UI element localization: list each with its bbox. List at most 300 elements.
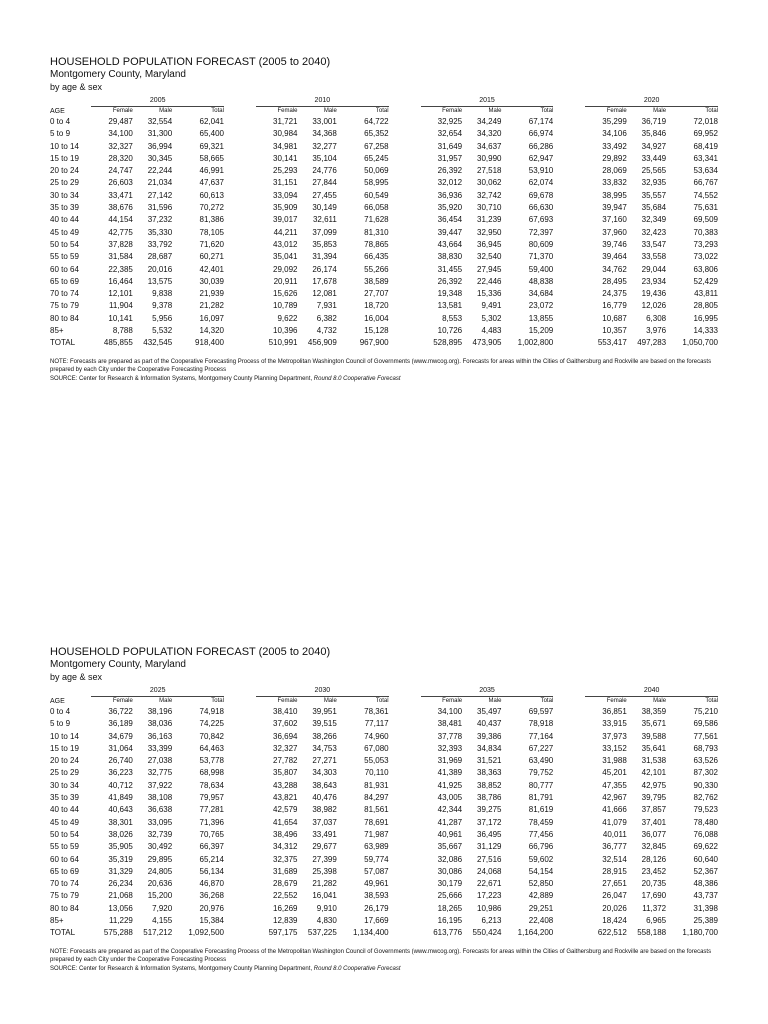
table-cell: 68,419 bbox=[693, 141, 718, 151]
table-cell: 33,399 bbox=[147, 743, 173, 753]
table-row bbox=[50, 313, 718, 325]
table-cell: 485,855 bbox=[103, 338, 133, 348]
table-cell: 48,386 bbox=[693, 879, 718, 889]
table-cell: 32,327 bbox=[108, 141, 133, 151]
table-cell: 14,333 bbox=[693, 326, 718, 336]
table-cell: 39,275 bbox=[477, 805, 502, 815]
table-cell: 47,637 bbox=[199, 178, 224, 188]
table-cell: 39,951 bbox=[312, 707, 337, 716]
table-cell: 39,464 bbox=[602, 252, 627, 262]
table-cell: 15,128 bbox=[364, 326, 389, 336]
age-label: 80 to 84 bbox=[50, 313, 79, 323]
table-row bbox=[50, 829, 718, 841]
table-cell: 27,142 bbox=[147, 190, 173, 200]
table-cell: 37,828 bbox=[108, 239, 133, 249]
table-cell: 32,935 bbox=[641, 178, 667, 188]
table-cell: 36,694 bbox=[273, 731, 298, 741]
column-header: Male bbox=[323, 698, 337, 704]
table-cell: 22,446 bbox=[477, 276, 502, 286]
report-by-label: by age & sex bbox=[50, 82, 103, 92]
table-cell: 31,689 bbox=[273, 866, 298, 876]
table-cell: 43,288 bbox=[273, 780, 298, 790]
table-cell: 32,775 bbox=[147, 768, 173, 778]
column-header: Total bbox=[540, 108, 554, 114]
table-row bbox=[50, 817, 718, 829]
age-column-header: AGE bbox=[50, 697, 65, 705]
table-cell: 35,299 bbox=[602, 117, 627, 126]
age-label: 40 to 44 bbox=[50, 215, 79, 225]
table-cell: 27,038 bbox=[147, 756, 173, 766]
table-cell: 58,665 bbox=[199, 153, 224, 163]
table-cell: 10,687 bbox=[602, 313, 627, 323]
table-cell: 31,721 bbox=[273, 117, 298, 126]
table-cell: 52,850 bbox=[528, 879, 554, 889]
column-header: Female bbox=[277, 698, 298, 704]
table-row bbox=[50, 141, 718, 153]
table-cell: 34,753 bbox=[312, 743, 337, 753]
table-cell: 5,302 bbox=[481, 313, 502, 323]
table-cell: 35,807 bbox=[273, 768, 298, 778]
table-cell: 77,117 bbox=[364, 719, 389, 729]
table-cell: 10,396 bbox=[273, 326, 298, 336]
table-cell: 34,320 bbox=[477, 129, 502, 139]
table-cell: 28,126 bbox=[641, 854, 667, 864]
table-cell: 71,370 bbox=[528, 252, 554, 262]
table-cell: 55,053 bbox=[364, 756, 389, 766]
table-cell: 40,476 bbox=[312, 793, 337, 803]
table-cell: 28,679 bbox=[273, 879, 298, 889]
table-cell: 32,611 bbox=[312, 215, 337, 225]
table-cell: 16,097 bbox=[199, 313, 224, 323]
table-cell: 60,271 bbox=[199, 252, 224, 262]
table-cell: 38,026 bbox=[108, 829, 133, 839]
table-cell: 31,584 bbox=[108, 252, 133, 262]
table-cell: 9,378 bbox=[152, 301, 173, 311]
table-cell: 70,272 bbox=[199, 203, 224, 213]
table-cell: 15,336 bbox=[477, 289, 502, 299]
table-cell: 15,626 bbox=[273, 289, 298, 299]
table-cell: 39,515 bbox=[312, 719, 337, 729]
column-header: Male bbox=[159, 108, 173, 114]
age-label: 10 to 14 bbox=[50, 731, 79, 741]
table-cell: 36,268 bbox=[199, 891, 224, 901]
table-row bbox=[50, 202, 718, 214]
table-cell: 64,463 bbox=[199, 743, 224, 753]
table-cell: 53,778 bbox=[199, 756, 224, 766]
table-cell: 34,927 bbox=[641, 141, 667, 151]
table-cell: 32,349 bbox=[641, 215, 667, 225]
table-cell: 27,651 bbox=[602, 879, 627, 889]
year-header: 2020 bbox=[585, 96, 718, 107]
table-cell: 35,853 bbox=[312, 239, 337, 249]
table-cell: 69,622 bbox=[693, 842, 718, 852]
table-cell: 40,961 bbox=[437, 829, 463, 839]
age-label: 50 to 54 bbox=[50, 239, 79, 249]
table-cell: 19,436 bbox=[641, 289, 667, 299]
table-cell: 37,973 bbox=[602, 731, 627, 741]
column-header: Total bbox=[211, 108, 224, 114]
table-cell: 20,016 bbox=[147, 264, 173, 274]
table-cell: 9,491 bbox=[481, 301, 502, 311]
table-cell: 34,637 bbox=[477, 141, 502, 151]
table-cell: 20,026 bbox=[602, 903, 627, 913]
report-by-label: by age & sex bbox=[50, 672, 103, 682]
table-cell: 22,385 bbox=[108, 264, 133, 274]
table-row bbox=[50, 288, 718, 300]
table-cell: 456,909 bbox=[307, 338, 337, 348]
table-cell: 43,821 bbox=[273, 793, 298, 803]
table-cell: 30,710 bbox=[477, 203, 502, 213]
table-cell: 50,069 bbox=[364, 166, 389, 176]
table-cell: 59,400 bbox=[528, 264, 554, 274]
column-header: Female bbox=[112, 108, 133, 114]
table-row bbox=[50, 300, 718, 312]
table-cell: 12,081 bbox=[312, 289, 337, 299]
table-cell: 30,039 bbox=[199, 276, 224, 286]
age-label: TOTAL bbox=[50, 338, 76, 348]
table-cell: 21,068 bbox=[108, 891, 133, 901]
table-cell: 36,994 bbox=[147, 141, 173, 151]
report-title: HOUSEHOLD POPULATION FORECAST (2005 to 2040) bbox=[50, 646, 331, 658]
table-cell: 78,918 bbox=[528, 719, 554, 729]
table-cell: 62,074 bbox=[528, 178, 554, 188]
table-cell: 35,557 bbox=[641, 190, 667, 200]
table-row bbox=[50, 767, 718, 779]
total-row bbox=[50, 337, 718, 349]
table-row bbox=[50, 878, 718, 890]
table-cell: 80,609 bbox=[528, 239, 554, 249]
table-cell: 1,050,700 bbox=[682, 338, 718, 348]
column-header: Female bbox=[112, 698, 133, 704]
table-cell: 37,099 bbox=[312, 227, 337, 237]
age-label: 40 to 44 bbox=[50, 805, 79, 815]
table-cell: 63,341 bbox=[693, 153, 718, 163]
table-row bbox=[50, 177, 718, 189]
table-cell: 29,895 bbox=[147, 854, 173, 864]
table-cell: 7,931 bbox=[316, 301, 337, 311]
table-cell: 43,664 bbox=[437, 239, 463, 249]
column-header: Female bbox=[277, 108, 298, 114]
table-cell: 66,058 bbox=[364, 203, 389, 213]
table-row bbox=[50, 780, 718, 792]
table-cell: 432,545 bbox=[143, 338, 173, 348]
table-cell: 550,424 bbox=[472, 928, 502, 938]
table-cell: 8,553 bbox=[442, 313, 463, 323]
table-cell: 53,910 bbox=[528, 166, 554, 176]
table-row bbox=[50, 276, 718, 288]
table-cell: 52,367 bbox=[693, 866, 718, 876]
table-cell: 30,492 bbox=[147, 842, 173, 852]
source-line bbox=[50, 375, 718, 384]
table-cell: 21,282 bbox=[199, 301, 224, 311]
table-cell: 36,223 bbox=[108, 768, 133, 778]
table-cell: 30,179 bbox=[437, 879, 463, 889]
table-cell: 33,094 bbox=[273, 190, 298, 200]
table-cell: 34,762 bbox=[602, 264, 627, 274]
table-cell: 79,957 bbox=[199, 793, 224, 803]
table-cell: 43,012 bbox=[273, 239, 298, 249]
table-cell: 38,995 bbox=[602, 190, 627, 200]
table-cell: 35,909 bbox=[273, 203, 298, 213]
table-cell: 10,726 bbox=[437, 326, 463, 336]
source-italic: Round 8.0 Cooperative Forecast bbox=[313, 965, 401, 972]
table-cell: 40,011 bbox=[602, 829, 627, 839]
year-header: 2040 bbox=[585, 686, 718, 697]
table-cell: 23,072 bbox=[528, 301, 554, 311]
table-cell: 31,957 bbox=[437, 153, 463, 163]
table-cell: 42,775 bbox=[108, 227, 133, 237]
table-cell: 1,180,700 bbox=[682, 928, 718, 938]
column-header: Female bbox=[442, 108, 463, 114]
table-cell: 10,357 bbox=[602, 326, 627, 336]
table-cell: 87,302 bbox=[693, 768, 718, 778]
age-label: 30 to 34 bbox=[50, 190, 79, 200]
table-row bbox=[50, 325, 718, 337]
table-cell: 38,593 bbox=[364, 891, 389, 901]
table-cell: 26,603 bbox=[108, 178, 133, 188]
table-cell: 62,041 bbox=[199, 117, 224, 126]
table-cell: 33,492 bbox=[602, 141, 627, 151]
table-cell: 29,487 bbox=[108, 117, 133, 126]
table-row bbox=[50, 854, 718, 866]
table-cell: 15,200 bbox=[147, 891, 173, 901]
table-cell: 73,293 bbox=[693, 239, 718, 249]
table-cell: 28,495 bbox=[602, 276, 627, 286]
year-header: 2030 bbox=[256, 686, 389, 697]
table-cell: 27,707 bbox=[364, 289, 389, 299]
table-cell: 81,931 bbox=[364, 780, 389, 790]
table-cell: 66,630 bbox=[528, 203, 554, 213]
table-cell: 31,521 bbox=[477, 756, 502, 766]
table-cell: 33,449 bbox=[641, 153, 667, 163]
table-cell: 510,991 bbox=[268, 338, 298, 348]
table-cell: 65,400 bbox=[199, 129, 224, 139]
table-cell: 40,643 bbox=[108, 805, 133, 815]
forecast-table bbox=[50, 96, 718, 350]
table-cell: 622,512 bbox=[597, 928, 627, 938]
table-cell: 65,352 bbox=[364, 129, 389, 139]
table-cell: 10,141 bbox=[108, 313, 133, 323]
table-cell: 36,945 bbox=[477, 239, 502, 249]
table-cell: 42,975 bbox=[641, 780, 667, 790]
table-cell: 29,092 bbox=[273, 264, 298, 274]
table-cell: 19,348 bbox=[437, 289, 463, 299]
table-cell: 34,100 bbox=[108, 129, 133, 139]
table-cell: 517,212 bbox=[143, 928, 173, 938]
table-cell: 26,174 bbox=[312, 264, 337, 274]
table-row bbox=[50, 890, 718, 902]
table-cell: 31,988 bbox=[602, 756, 627, 766]
source-line bbox=[50, 965, 718, 974]
table-cell: 34,981 bbox=[273, 141, 298, 151]
table-row bbox=[50, 165, 718, 177]
year-header: 2035 bbox=[421, 686, 554, 697]
table-cell: 32,654 bbox=[437, 129, 463, 139]
table-cell: 32,514 bbox=[602, 854, 627, 864]
table-cell: 66,767 bbox=[693, 178, 718, 188]
table-cell: 42,101 bbox=[641, 768, 667, 778]
table-cell: 37,602 bbox=[273, 719, 298, 729]
table-cell: 35,041 bbox=[273, 252, 298, 262]
table-cell: 25,398 bbox=[312, 866, 337, 876]
table-cell: 27,455 bbox=[312, 190, 337, 200]
table-cell: 9,622 bbox=[277, 313, 298, 323]
table-cell: 24,375 bbox=[602, 289, 627, 299]
table-cell: 32,086 bbox=[437, 854, 463, 864]
table-cell: 76,088 bbox=[693, 829, 718, 839]
column-header: Female bbox=[442, 698, 463, 704]
table-cell: 13,575 bbox=[147, 276, 173, 286]
table-cell: 12,026 bbox=[641, 301, 667, 311]
table-row bbox=[50, 841, 718, 853]
table-cell: 30,149 bbox=[312, 203, 337, 213]
age-label: 70 to 74 bbox=[50, 289, 79, 299]
table-cell: 6,308 bbox=[646, 313, 667, 323]
table-cell: 33,915 bbox=[602, 719, 627, 729]
table-cell: 20,735 bbox=[641, 879, 667, 889]
table-cell: 43,737 bbox=[693, 891, 718, 901]
table-cell: 25,293 bbox=[273, 166, 298, 176]
table-cell: 39,947 bbox=[602, 203, 627, 213]
table-cell: 41,666 bbox=[602, 805, 627, 815]
table-cell: 35,920 bbox=[437, 203, 463, 213]
table-cell: 53,634 bbox=[693, 166, 718, 176]
table-cell: 70,110 bbox=[364, 768, 389, 778]
table-cell: 32,423 bbox=[641, 227, 667, 237]
table-cell: 5,956 bbox=[152, 313, 173, 323]
table-row bbox=[50, 251, 718, 263]
report-subtitle: Montgomery County, Maryland bbox=[50, 69, 186, 80]
table-cell: 17,223 bbox=[477, 891, 502, 901]
table-cell: 33,547 bbox=[641, 239, 667, 249]
table-cell: 13,855 bbox=[528, 313, 554, 323]
table-cell: 25,565 bbox=[641, 166, 667, 176]
table-cell: 18,265 bbox=[437, 903, 463, 913]
table-cell: 575,288 bbox=[103, 928, 133, 938]
table-cell: 39,447 bbox=[437, 227, 463, 237]
table-cell: 32,950 bbox=[477, 227, 502, 237]
table-cell: 36,719 bbox=[641, 117, 667, 126]
note-text: NOTE: Forecasts are prepared as part of the Cooperative Forecasting Process of the Metropolitan Washington Council of Governments (www.mwcog.org). Forecasts for areas within the Cities of Gaithersburg and Rockville are based on the forecasts prepared by each City under the Cooperative Forecasting Process bbox=[50, 948, 712, 964]
table-cell: 44,154 bbox=[108, 215, 133, 225]
table-cell: 12,101 bbox=[108, 289, 133, 299]
table-cell: 67,227 bbox=[528, 743, 554, 753]
age-label: 70 to 74 bbox=[50, 879, 79, 889]
table-cell: 67,693 bbox=[528, 215, 554, 225]
table-cell: 82,762 bbox=[693, 793, 718, 803]
table-cell: 71,396 bbox=[199, 817, 224, 827]
table-cell: 25,389 bbox=[693, 916, 718, 926]
table-cell: 30,990 bbox=[477, 153, 502, 163]
column-header: Male bbox=[488, 698, 502, 704]
table-cell: 38,589 bbox=[364, 276, 389, 286]
table-cell: 69,597 bbox=[528, 707, 554, 716]
table-cell: 45,201 bbox=[602, 768, 627, 778]
table-cell: 16,195 bbox=[437, 916, 463, 926]
table-cell: 48,838 bbox=[528, 276, 554, 286]
table-cell: 16,041 bbox=[312, 891, 337, 901]
column-header: Total bbox=[375, 108, 389, 114]
table-cell: 10,789 bbox=[273, 301, 298, 311]
table-cell: 11,904 bbox=[108, 301, 133, 311]
table-row bbox=[50, 915, 718, 927]
age-label: 25 to 29 bbox=[50, 178, 79, 188]
year-header: 2015 bbox=[421, 96, 554, 107]
table-cell: 22,671 bbox=[477, 879, 502, 889]
table-cell: 38,363 bbox=[477, 768, 502, 778]
table-cell: 74,225 bbox=[199, 719, 224, 729]
table-cell: 20,976 bbox=[199, 903, 224, 913]
table-cell: 84,297 bbox=[364, 793, 389, 803]
table-cell: 70,765 bbox=[199, 829, 224, 839]
table-cell: 63,526 bbox=[693, 756, 718, 766]
table-cell: 32,277 bbox=[312, 141, 337, 151]
table-cell: 38,108 bbox=[147, 793, 173, 803]
table-cell: 613,776 bbox=[433, 928, 463, 938]
table-cell: 38,982 bbox=[312, 805, 337, 815]
table-cell: 22,244 bbox=[147, 166, 173, 176]
table-cell: 79,523 bbox=[693, 805, 718, 815]
table-cell: 27,271 bbox=[312, 756, 337, 766]
table-cell: 26,179 bbox=[364, 903, 389, 913]
table-cell: 34,100 bbox=[437, 707, 463, 716]
table-cell: 30,062 bbox=[477, 178, 502, 188]
table-cell: 68,998 bbox=[199, 768, 224, 778]
table-cell: 11,372 bbox=[642, 903, 667, 913]
table-cell: 46,870 bbox=[199, 879, 224, 889]
table-cell: 78,105 bbox=[199, 227, 224, 237]
age-label: 30 to 34 bbox=[50, 780, 79, 790]
table-cell: 38,643 bbox=[312, 780, 337, 790]
forecast-section-2 bbox=[50, 645, 718, 973]
table-cell: 32,742 bbox=[477, 190, 502, 200]
table-cell: 20,911 bbox=[273, 276, 298, 286]
year-header: 2025 bbox=[91, 686, 224, 697]
table-cell: 81,386 bbox=[199, 215, 224, 225]
forecast-table bbox=[50, 686, 718, 940]
table-cell: 64,722 bbox=[364, 117, 389, 126]
table-cell: 20,636 bbox=[147, 879, 173, 889]
table-cell: 26,392 bbox=[437, 276, 463, 286]
table-cell: 72,397 bbox=[528, 227, 554, 237]
year-header: 2010 bbox=[256, 96, 389, 107]
age-column-header: AGE bbox=[50, 107, 65, 115]
table-cell: 78,691 bbox=[364, 817, 389, 827]
table-cell: 4,483 bbox=[481, 326, 502, 336]
table-cell: 63,989 bbox=[364, 842, 389, 852]
table-cell: 42,889 bbox=[528, 891, 554, 901]
table-cell: 597,175 bbox=[268, 928, 298, 938]
table-cell: 18,720 bbox=[364, 301, 389, 311]
table-cell: 36,163 bbox=[147, 731, 173, 741]
column-header: Total bbox=[211, 698, 224, 704]
table-cell: 27,782 bbox=[273, 756, 298, 766]
age-label: 20 to 24 bbox=[50, 166, 79, 176]
table-cell: 31,151 bbox=[273, 178, 298, 188]
table-cell: 37,778 bbox=[437, 731, 463, 741]
table-cell: 71,987 bbox=[364, 829, 389, 839]
table-cell: 74,918 bbox=[199, 707, 224, 716]
table-cell: 12,839 bbox=[273, 916, 298, 926]
table-cell: 38,830 bbox=[437, 252, 463, 262]
table-row bbox=[50, 128, 718, 140]
table-row bbox=[50, 804, 718, 816]
table-cell: 15,384 bbox=[199, 916, 224, 926]
table-cell: 24,805 bbox=[147, 866, 173, 876]
table-cell: 27,518 bbox=[477, 166, 502, 176]
table-cell: 41,079 bbox=[602, 817, 627, 827]
table-cell: 28,069 bbox=[602, 166, 627, 176]
